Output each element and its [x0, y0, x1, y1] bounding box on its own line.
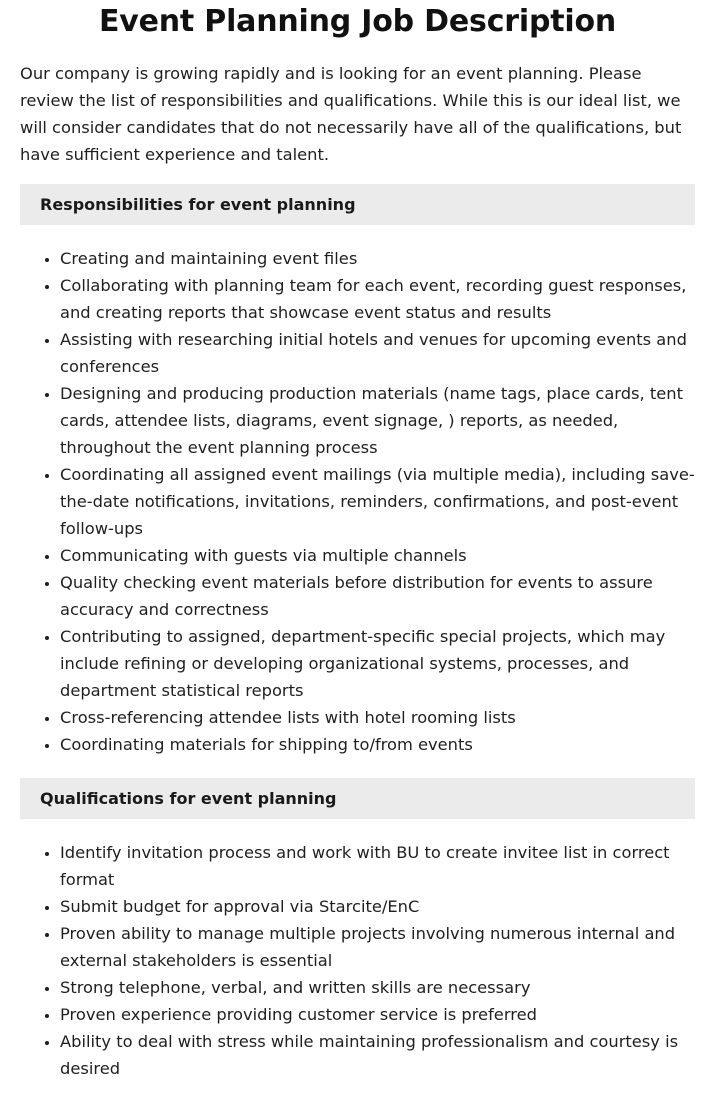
qualification-item: • Ability to deal with stress while maintaining professionalism and courtesy is desired [60, 1028, 695, 1082]
responsibility-item: • Assisting with researching initial hotels and venues for upcoming events and conferences [60, 326, 695, 380]
responsibility-item: • Coordinating all assigned event mailings (via multiple media), including save-the-date notifications, invitations, reminders, confirmations, and post-event follow-ups [60, 461, 695, 542]
responsibilities-list [20, 245, 695, 758]
responsibility-item: • Quality checking event materials before distribution for events to assure accuracy and correctness [60, 569, 695, 623]
responsibility-item: • Communicating with guests via multiple channels [60, 542, 695, 569]
intro-paragraph: Our company is growing rapidly and is looking for an event planning. Please review the list of responsibilities and qualifications. While this is our ideal list, we will consider candidates that do not necessarily have all of the qualifications, but have sufficient experience and talent. [20, 64, 682, 164]
responsibilities-heading: Responsibilities for event planning [20, 184, 695, 225]
qualifications-list [20, 839, 695, 1082]
responsibility-item: • Collaborating with planning team for each event, recording guest responses, and creating reports that showcase event status and results [60, 272, 695, 326]
qualifications-heading: Qualifications for event planning [20, 778, 695, 819]
responsibility-item: • Cross-referencing attendee lists with hotel rooming lists [60, 704, 695, 731]
responsibility-item: • Contributing to assigned, department-specific special projects, which may include refining or developing organizational systems, processes, and department statistical reports [60, 623, 695, 704]
job-description-page [20, 0, 695, 1082]
responsibility-item: • Designing and producing production materials (name tags, place cards, tent cards, attendee lists, diagrams, event signage, ) reports, as needed, throughout the event planning process [60, 380, 695, 461]
qualification-item: • Identify invitation process and work with BU to create invitee list in correct format [60, 839, 695, 893]
responsibility-item: • Creating and maintaining event files [60, 245, 695, 272]
qualification-item: • Submit budget for approval via Starcite/EnC [60, 893, 695, 920]
page-title: Event Planning Job Description [98, 4, 617, 39]
qualification-item: • Proven experience providing customer service is preferred [60, 1001, 695, 1028]
responsibility-item: • Coordinating materials for shipping to/from events [60, 731, 695, 758]
qualification-item: • Proven ability to manage multiple projects involving numerous internal and external stakeholders is essential [60, 920, 695, 974]
qualification-item: • Strong telephone, verbal, and written skills are necessary [60, 974, 695, 1001]
